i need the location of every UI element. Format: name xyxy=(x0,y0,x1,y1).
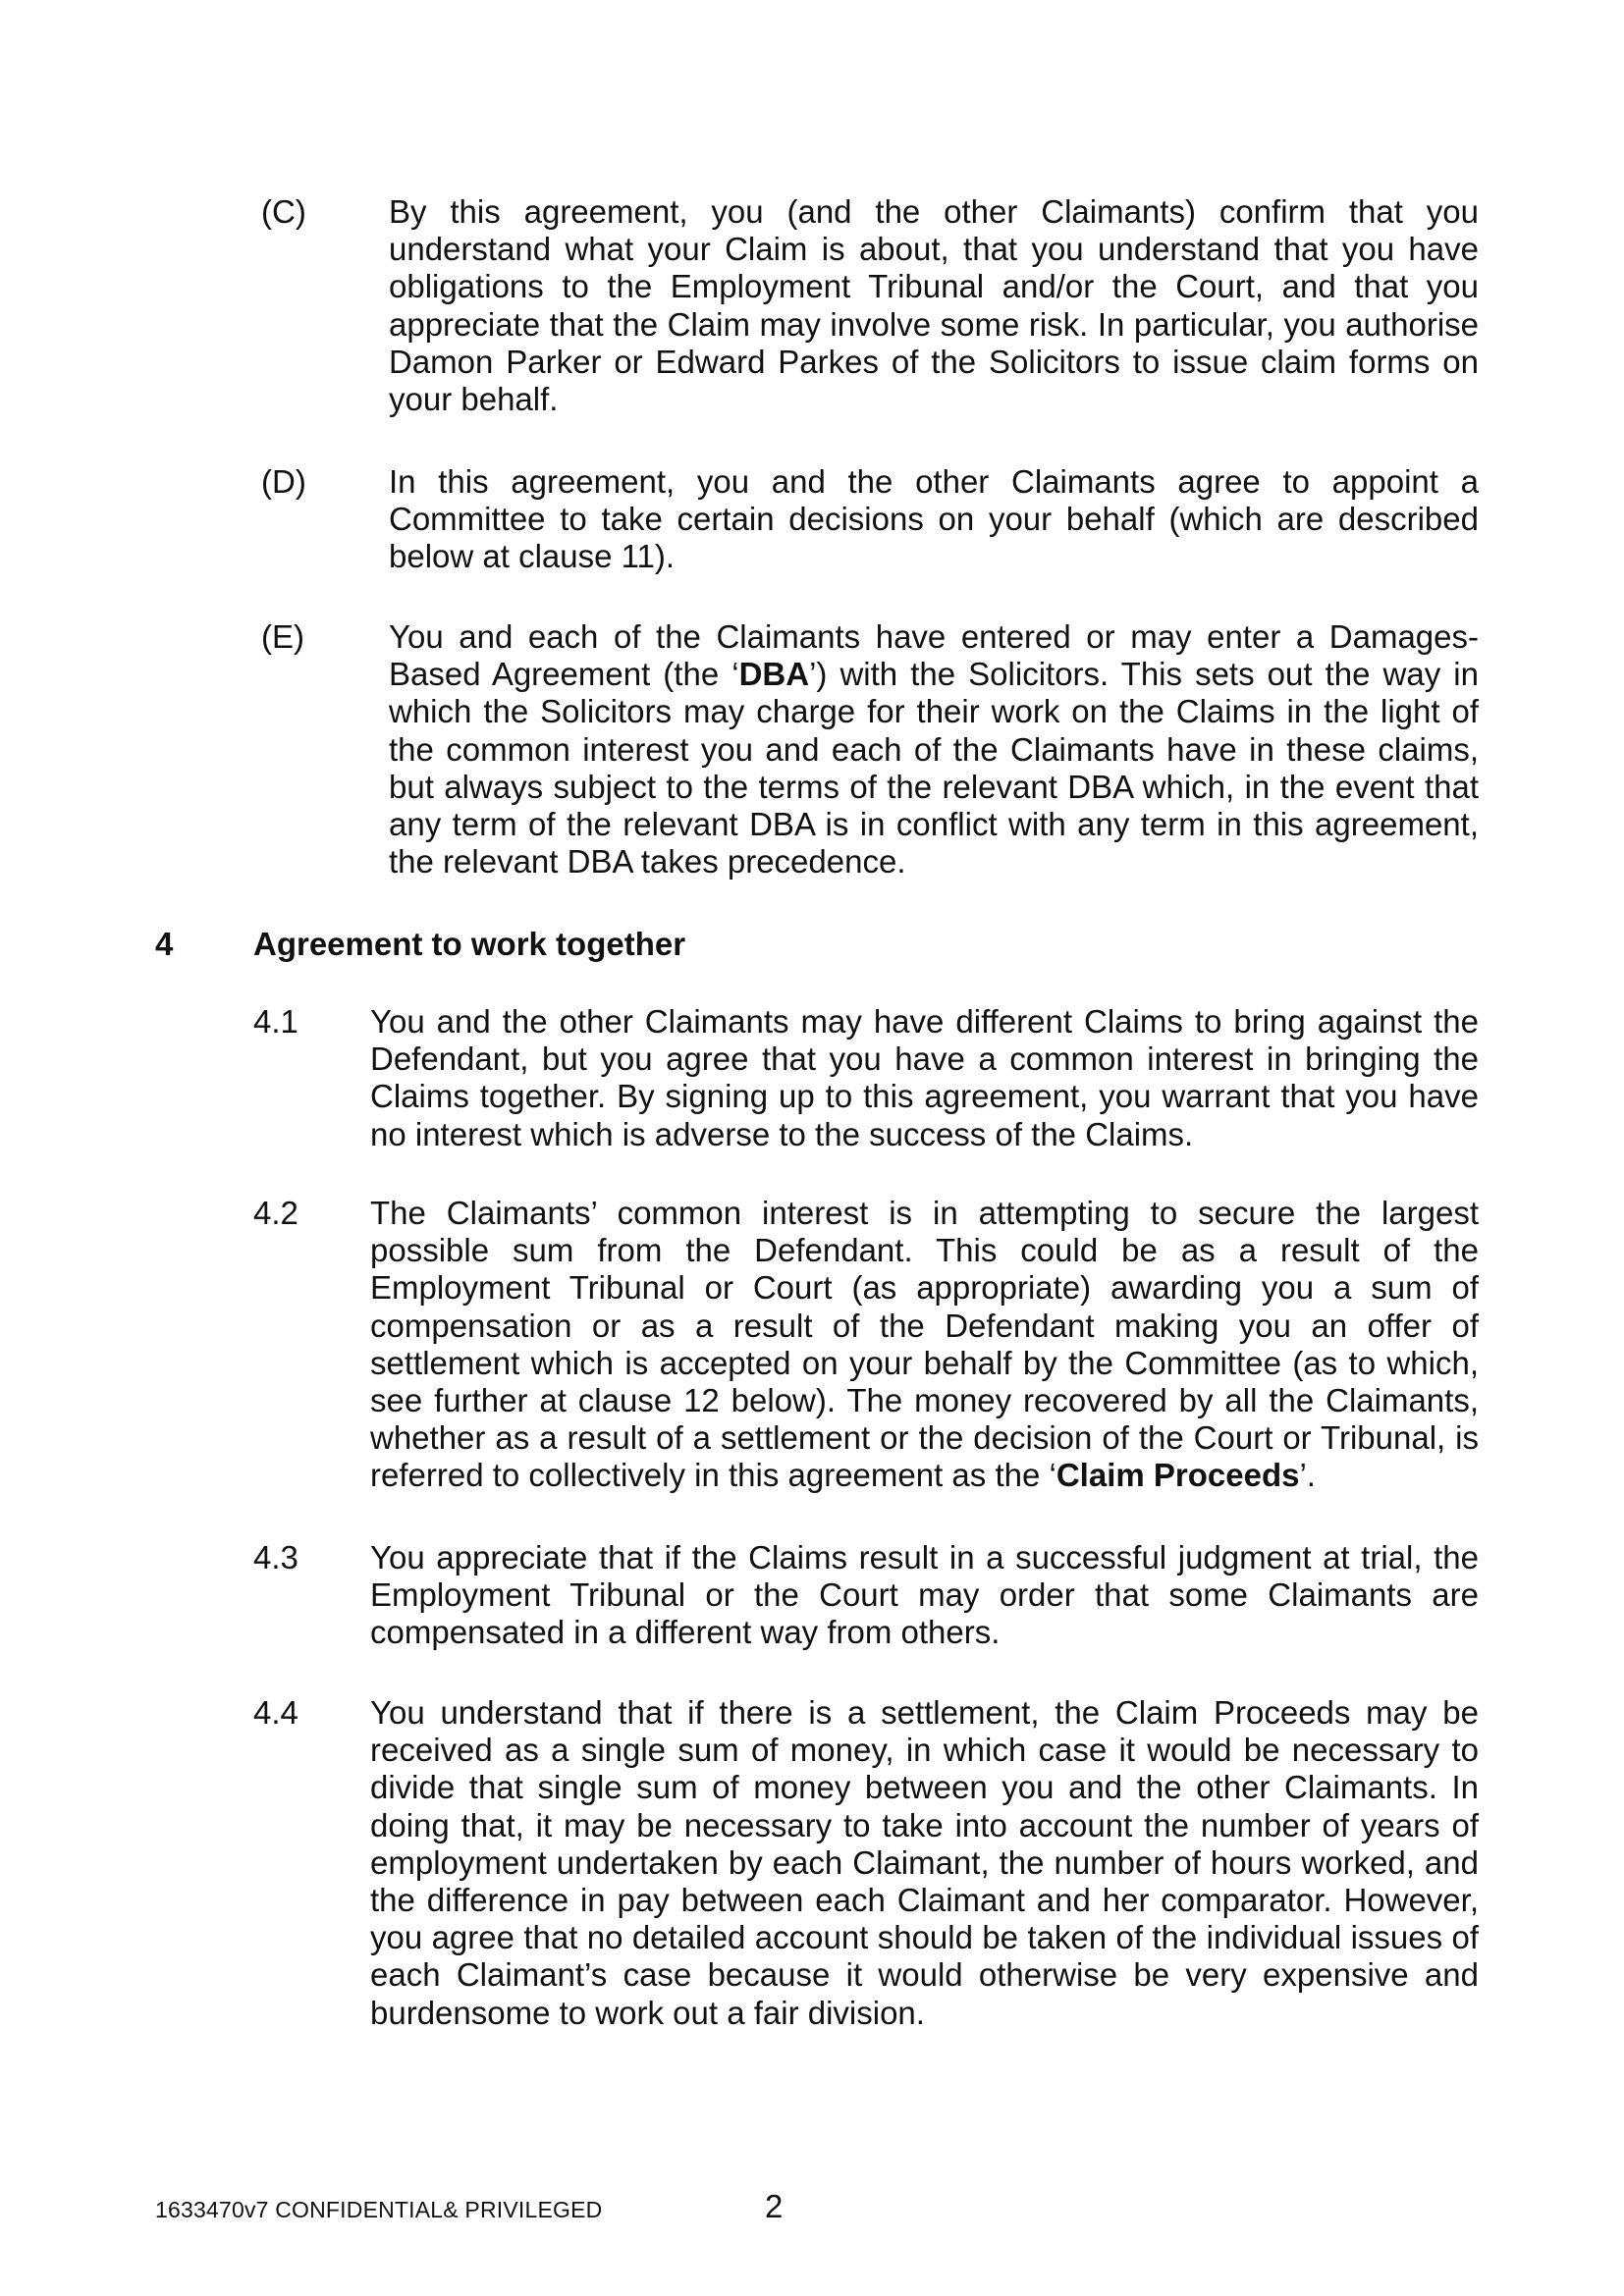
recital-text-part: You and each of the Claimants have entered or may enter a Damages-Based Agreement (the ‘ xyxy=(389,618,1479,693)
clause-text: You appreciate that if the Claims result in a successful judgment at trial, the Employment Tribunal or the Court may order that some Claimants are compensated in a different way from others. xyxy=(370,1539,1479,1651)
page-number: 2 xyxy=(765,2188,784,2224)
recital-label: (C) xyxy=(261,193,306,230)
recital-label: (E) xyxy=(261,618,304,655)
clause-text xyxy=(370,1195,1479,1495)
recital-text xyxy=(389,618,1479,881)
clause-number: 4.4 xyxy=(253,1694,298,1731)
clause-text: You and the other Claimants may have different Claims to bring against the Defendant, but you agree that you have a common interest in bringing the Claims together. By signing up to this agreement, you warrant that you have no interest which is adverse to the success of the Claims. xyxy=(370,1003,1479,1152)
clause-number: 4.1 xyxy=(253,1003,298,1040)
clause-text-part: ’. xyxy=(1299,1457,1316,1494)
footer-document-code: 1633470v7 CONFIDENTIAL& PRIVILEGED xyxy=(155,2197,603,2222)
clause-text: You understand that if there is a settlement, the Claim Proceeds may be received as a single sum of money, in which case it would be necessary to divide that single sum of money between you and the other Claimants. In doing that, it may be necessary to take into account the number of years of employment undertaken by each Claimant, the number of hours worked, and the difference in pay between each Claimant and her comparator. However, you agree that no detailed account should be taken of the individual issues of each Claimant’s case because it would otherwise be very expensive and burdensome to work out a fair division. xyxy=(370,1694,1479,2031)
recital-text: By this agreement, you (and the other Claimants) confirm that you understand what your Claim is about, that you understand that you have obligations to the Employment Tribunal and/or the Court, and that you appreciate that the Claim may involve some risk. In particular, you authorise Damon Parker or Edward Parkes of the Solicitors to issue claim forms on your behalf. xyxy=(389,193,1479,418)
section-title: Agreement to work together xyxy=(253,926,686,962)
clause-text-part: The Claimants’ common interest is in attempting to secure the largest possible sum from the Defendant. This could be as a result of the Employment Tribunal or Court (as appropriate) awarding you a sum of compensation or as a result of the Defendant making you an offer of settlement which is accepted on your behalf by the Committee (as to which, see further at clause 12 below). The money recovered by all the Claimants, whether as a result of a settlement or the decision of the Court or Tribunal, is referred to collectively in this agreement as the ‘ xyxy=(370,1195,1479,1494)
recital-text-part: ’) with the Solicitors. This sets out the way in which the Solicitors may charge for their work on the Claims in the light of the common interest you and each of the Claimants have in these claims, but always subject to the terms of the relevant DBA which, in the event that any term of the relevant DBA is in conflict with any term in this agreement, the relevant DBA takes precedence. xyxy=(389,656,1479,881)
recital-label: (D) xyxy=(261,463,306,500)
clause-number: 4.2 xyxy=(253,1195,298,1231)
section-number: 4 xyxy=(155,926,174,962)
clause-number: 4.3 xyxy=(253,1539,298,1575)
recital-text: In this agreement, you and the other Claimants agree to appoint a Committee to take certain decisions on your behalf (which are described below at clause 11). xyxy=(389,463,1479,575)
defined-term: DBA xyxy=(738,656,810,693)
defined-term: Claim Proceeds xyxy=(1056,1457,1300,1494)
